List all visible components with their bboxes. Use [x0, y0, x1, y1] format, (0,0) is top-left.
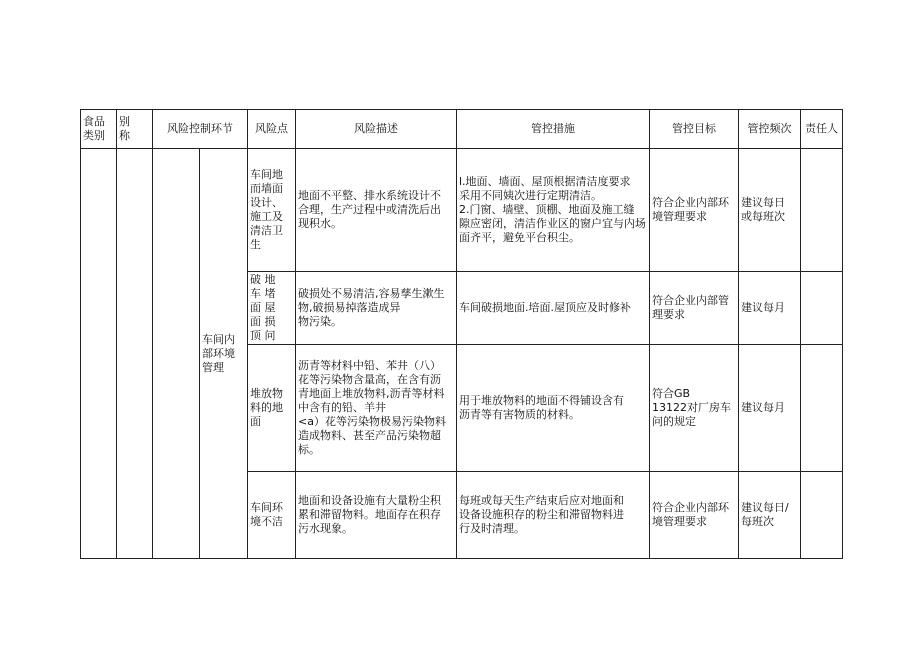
control-frequency-cell: 建议每月: [739, 345, 801, 472]
responsible-cell: [801, 272, 843, 345]
control-target-cell: 符合GB 13122对厂房车 问的规定: [650, 345, 739, 472]
section-label: 车间内 部环境 管理: [200, 149, 248, 559]
control-step-cell: [153, 149, 200, 559]
responsible-cell: [801, 149, 843, 272]
control-target-cell: 符合企业内部环 境管理要求: [650, 472, 739, 559]
risk-control-table: [80, 109, 843, 559]
responsible-cell: [801, 472, 843, 559]
control-measures-cell: 每班或每天生产结束后应对地面和 设备设施积存的粉尘和滞留物料进 行及时清理。: [457, 472, 650, 559]
risk-point-cell: 破 地 车 堵 面 屋 面 损 顶 问: [248, 272, 296, 345]
header-responsible: 责任人: [801, 110, 843, 149]
control-frequency-cell: 建议每日/ 每班次: [739, 472, 801, 559]
header-control-frequency: 管控频次: [739, 110, 801, 149]
header-risk-description: 风险描述: [296, 110, 457, 149]
control-measures-cell: 用于堆放物料的地面不得铺设含有 沥青等有害物质的材料。: [457, 345, 650, 472]
control-frequency-cell: 建议每月: [739, 272, 801, 345]
food-category-cell: [81, 149, 117, 559]
risk-description-cell: 破损处不易清洁,容易孳生漱生 物,破损易掉落造成异 物污染。: [296, 272, 457, 345]
header-row: [81, 110, 843, 149]
risk-point-cell: 车间地 而墙面 设计、 施工及 清洁卫 生: [248, 149, 296, 272]
header-control-target: 管控目标: [650, 110, 739, 149]
header-alias: 别 称: [117, 110, 153, 149]
risk-point-cell: 车间环 境不洁: [248, 472, 296, 559]
header-food-category: 食品 类别: [81, 110, 117, 149]
risk-description-cell: 地面不平整、排水系统设计不 合理，生产过程中或清洗后出 现积水。: [296, 149, 457, 272]
risk-point-cell: 堆放物 料的地 面: [248, 345, 296, 472]
table-row: [81, 149, 843, 272]
risk-description-cell: 沥青等材料中铅、苯井（八） 花等污染物含量高，在含有沥 青地面上堆放物料,沥青等材料 中含有的铅、羊井 <a）花等污染物极易污染物料 造成物料、甚至产品污染物超 标。: [296, 345, 457, 472]
header-control-measures: 管控措施: [457, 110, 650, 149]
control-target-cell: 符合企业内部管 理要求: [650, 272, 739, 345]
alias-cell: [117, 149, 153, 559]
responsible-cell: [801, 345, 843, 472]
control-frequency-cell: 建议每日 或每班次: [739, 149, 801, 272]
control-measures-cell: 车间破损地面.培面.屋顶应及时修补: [457, 272, 650, 345]
header-risk-point: 风险点: [248, 110, 296, 149]
header-control-step: 风险控制环节: [153, 110, 248, 149]
risk-description-cell: 地面和设备设施有大量粉尘积 累和滞留物料。地面存在积存 污水现象。: [296, 472, 457, 559]
control-target-cell: 符合企业内部环 境管理要求: [650, 149, 739, 272]
control-measures-cell: l.地面、墙面、屋顶根据清洁度要求 采用不同姨次进行定期清洁。 2.门窗、墙壁、顶棚、地面及施工缝 隙应密闭，清洁作业区的窗户宜与内场 面齐平，避免平台积尘。: [457, 149, 650, 272]
